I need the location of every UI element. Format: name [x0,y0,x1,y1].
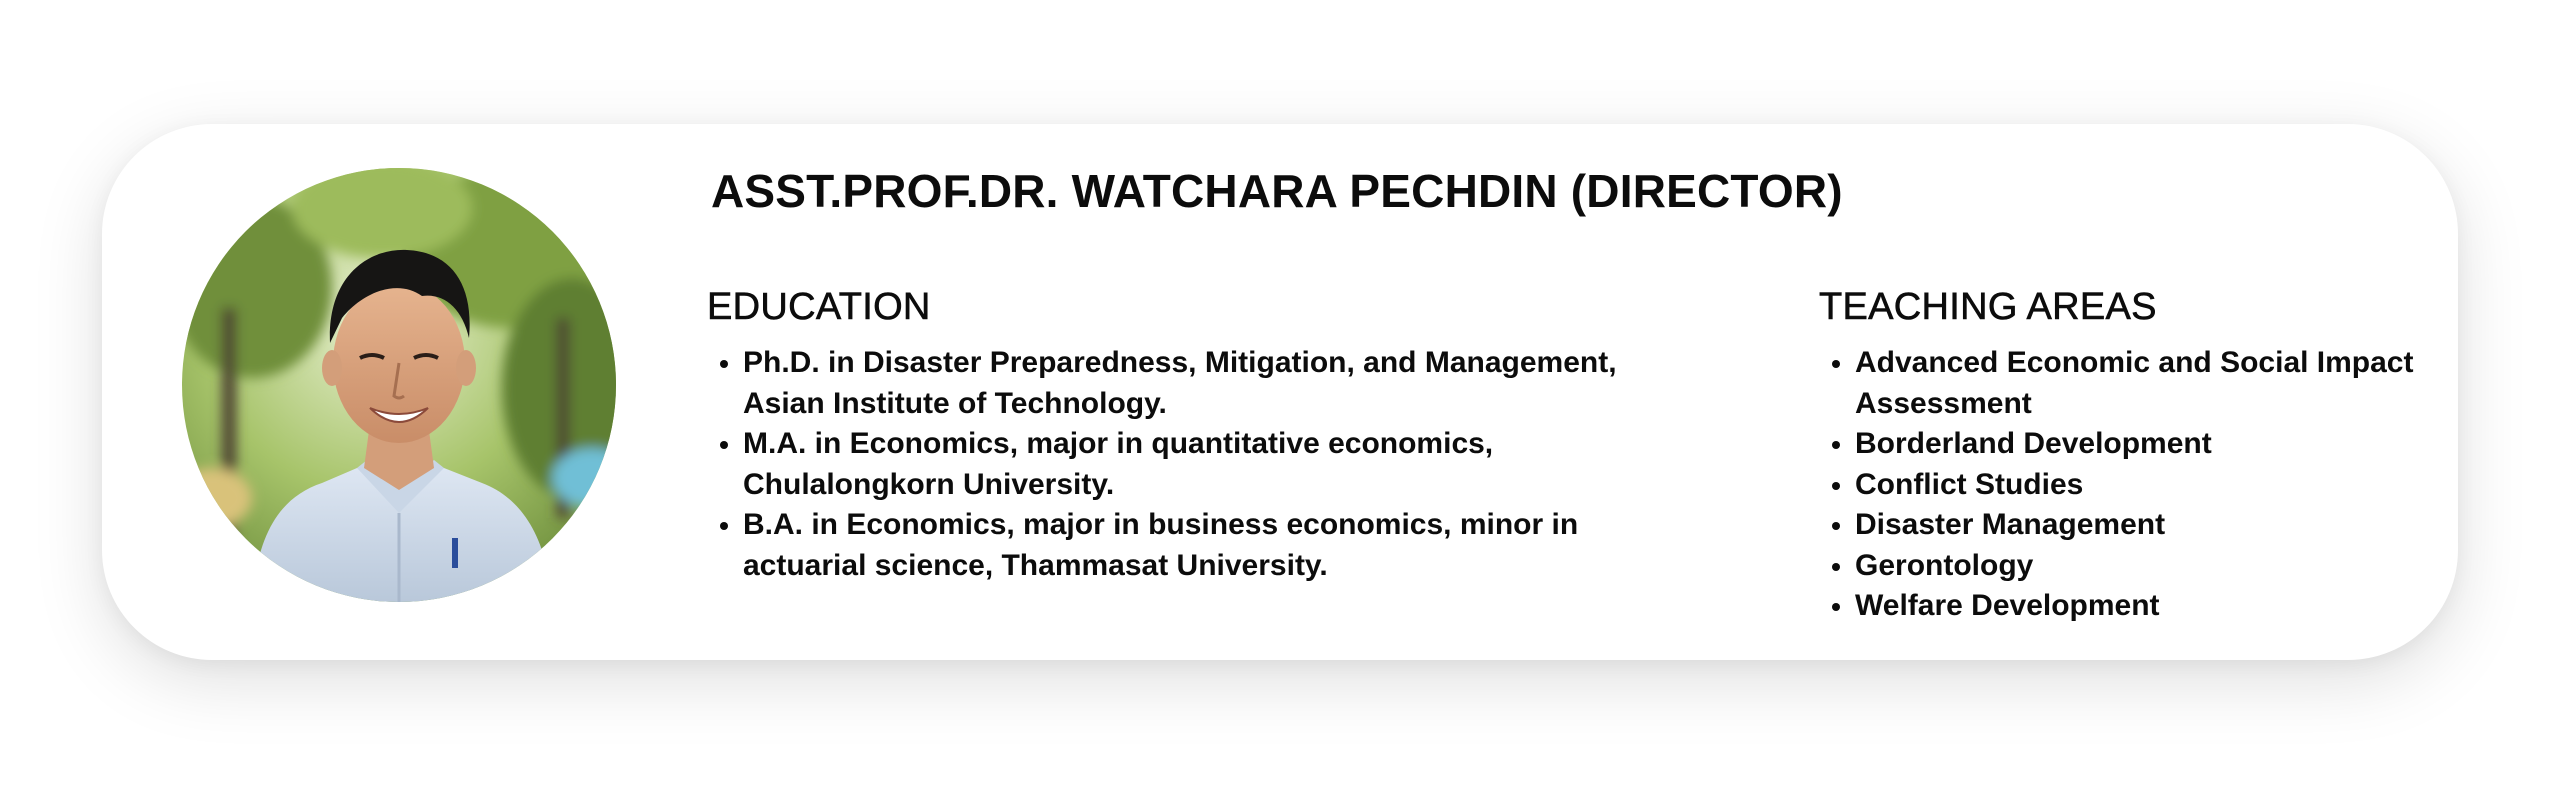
teaching-area-item: • Welfare Development [1855,586,2459,627]
teaching-area-item: • Gerontology [1855,546,2459,587]
teaching-area-item: • Borderland Development [1855,424,2459,465]
teaching-area-item: • Disaster Management [1855,505,2459,546]
profile-photo [182,168,616,602]
profile-name: ASST.PROF.DR. WATCHARA PECHDIN (DIRECTOR) [711,165,1843,217]
teaching-areas-section [1819,286,2459,627]
education-section [707,286,1647,586]
education-heading: EDUCATION [707,286,931,328]
teaching-area-item: • Advanced Economic and Social Impact Assessment [1855,343,2459,424]
education-list [707,343,1647,586]
education-item: • B.A. in Economics, major in business economics, minor in actuarial science, Thammasat University. [743,505,1647,586]
teaching-areas-heading: TEACHING AREAS [1819,286,2157,328]
profile-card [102,124,2458,660]
teaching-areas-list [1819,343,2459,627]
teaching-area-item: • Conflict Studies [1855,465,2459,506]
education-item: • M.A. in Economics, major in quantitative economics, Chulalongkorn University. [743,424,1647,505]
education-item: • Ph.D. in Disaster Preparedness, Mitigation, and Management, Asian Institute of Technology. [743,343,1647,424]
